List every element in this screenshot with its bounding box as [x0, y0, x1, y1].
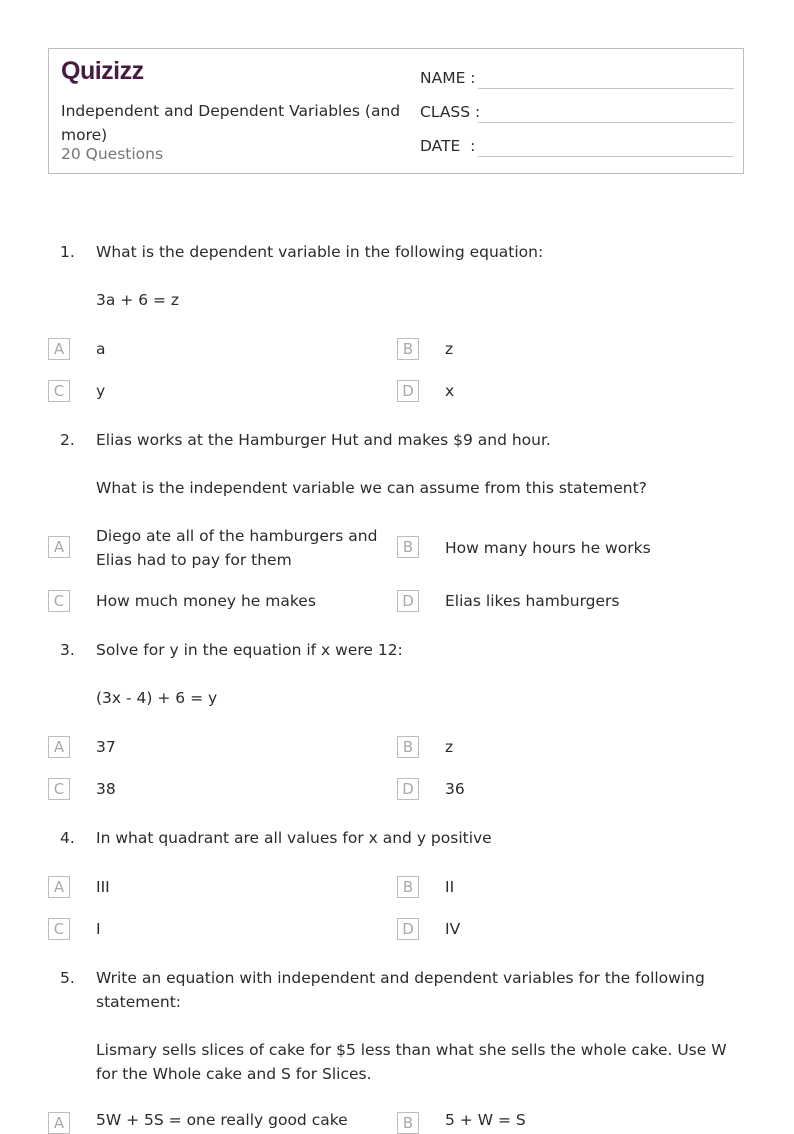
option-letter-box: A	[48, 536, 70, 558]
option-letter-box: C	[48, 778, 70, 800]
option-letter-box: A	[48, 876, 70, 898]
option-text: 5 + W = S	[445, 1111, 526, 1129]
question-equation: 3a + 6 = z	[96, 291, 180, 309]
option-letter-box: B	[397, 1112, 419, 1134]
name-line	[478, 88, 734, 89]
question-equation: (3x - 4) + 6 = y	[96, 689, 218, 707]
question-number: 3.	[60, 641, 75, 659]
option-letter-box: C	[48, 380, 70, 402]
question-prompt: What is the independent variable we can assume from this statement?	[96, 479, 647, 497]
option-letter-box: A	[48, 736, 70, 758]
question-text: In what quadrant are all values for x and y positive	[96, 829, 492, 847]
option-letter-box: D	[397, 918, 419, 940]
option-text: z	[445, 340, 454, 358]
name-field[interactable]	[420, 67, 734, 91]
option-letter-box: D	[397, 778, 419, 800]
option-letter-box: B	[397, 338, 419, 360]
option-text: Elias likes hamburgers	[445, 592, 620, 610]
question-text: Elias works at the Hamburger Hut and makes $9 and hour.	[96, 431, 551, 449]
class-line	[478, 122, 734, 123]
option-letter-box: D	[397, 590, 419, 612]
option-letter-box: B	[397, 876, 419, 898]
option-text: II	[445, 878, 455, 896]
date-field[interactable]	[420, 135, 734, 159]
option-letter-box: C	[48, 918, 70, 940]
option-text: How many hours he works	[445, 539, 651, 557]
option-text: How much money he makes	[96, 592, 316, 610]
question-text: Solve for y in the equation if x were 12:	[96, 641, 403, 659]
option-letter-box: A	[48, 1112, 70, 1134]
option-text: a	[96, 340, 106, 358]
class-field[interactable]	[420, 101, 734, 125]
option-text: I	[96, 920, 101, 938]
worksheet-header	[48, 48, 744, 174]
option-text: Diego ate all of the hamburgers and Elias had to pay for them	[96, 527, 378, 569]
class-label: CLASS :	[420, 103, 481, 121]
question-statement: Lismary sells slices of cake for $5 less than what she sells the whole cake. Use W for the Whole cake and S for Slices.	[96, 1041, 727, 1083]
question-number: 2.	[60, 431, 75, 449]
option-text: 38	[96, 780, 116, 798]
option-letter-box: B	[397, 536, 419, 558]
option-text: x	[445, 382, 455, 400]
worksheet-title: Independent and Dependent Variables (and more)	[61, 102, 401, 144]
date-label: DATE :	[420, 137, 476, 155]
option-text: 36	[445, 780, 465, 798]
option-text: z	[445, 738, 454, 756]
question-text: Write an equation with independent and dependent variables for the following statement:	[96, 969, 705, 1011]
question-text: What is the dependent variable in the following equation:	[96, 243, 544, 261]
option-text: 37	[96, 738, 116, 756]
name-label: NAME :	[420, 69, 476, 87]
question-number: 4.	[60, 829, 75, 847]
option-letter-box: D	[397, 380, 419, 402]
option-letter-box: B	[397, 736, 419, 758]
question-number: 5.	[60, 969, 75, 987]
option-text: 5W + 5S = one really good cake	[96, 1111, 348, 1129]
quizizz-logo: Quizizz	[61, 57, 144, 85]
question-number: 1.	[60, 243, 75, 261]
question-count: 20 Questions	[61, 145, 164, 163]
option-text: III	[96, 878, 110, 896]
date-line	[478, 156, 734, 157]
option-letter-box: A	[48, 338, 70, 360]
option-text: IV	[445, 920, 461, 938]
option-text: y	[96, 382, 106, 400]
option-letter-box: C	[48, 590, 70, 612]
